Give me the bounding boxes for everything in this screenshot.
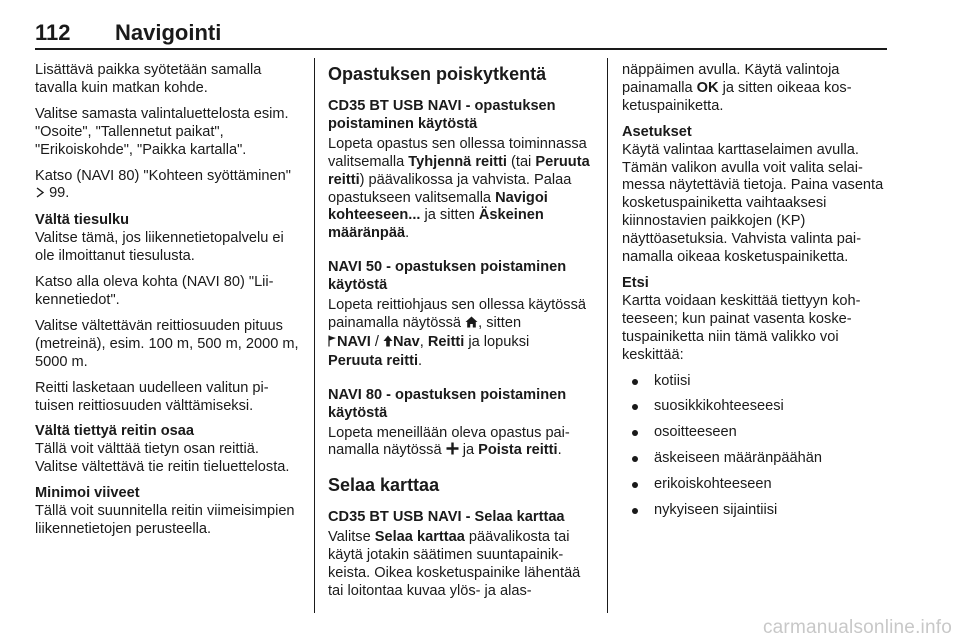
text: näppäimen avulla. Käytä valintoja painamalla — [622, 62, 840, 96]
text: . — [418, 352, 423, 369]
term: Nav — [392, 333, 420, 350]
text: . — [557, 442, 562, 459]
home-icon — [465, 316, 478, 334]
subheading: Etsi — [622, 274, 649, 291]
text: ) päävalikossa ja vahvista. Palaa opastukseen valitsemalla — [328, 171, 572, 206]
paragraph: Käytä valintaa karttaselaimen avulla. Tämän valikon avulla voit valita selaimessa näytettäviä tietoja. Paina vasenta kosketuspainiketta vaihtaaksesi kiinnostavien paikkojen (KP) näyttöasetuksia. Vahvista valinta painamalla oikeaa kosketuspainiketta. — [622, 141, 884, 266]
heading-cd35-browse: CD35 BT USB NAVI - Selaa karttaa — [328, 509, 565, 526]
list-item-text: kotiisi — [654, 372, 691, 389]
term: Tyhjennä reitti — [408, 153, 507, 170]
list-item — [622, 476, 890, 494]
term: OK — [696, 79, 719, 96]
bullet-list — [622, 373, 890, 520]
paragraph: Valitse samasta valintaluettelosta esim. "Osoite", "Tallennetut paikat", "Erikoiskohde", "Paikka kartalla". — [35, 105, 289, 158]
text: / — [370, 333, 383, 350]
text: . — [405, 225, 410, 242]
column-2 — [328, 62, 596, 609]
bullet-icon — [632, 379, 638, 385]
list-item — [622, 373, 890, 391]
paragraph: Valitse vältettävän reittiosuuden pituus (metreinä), esim. 100 m, 500 m, 2000 m, 5000 m. — [35, 317, 299, 370]
paragraph: Reitti lasketaan uudelleen valitun pituisen reittiosuuden välttämiseksi. — [35, 379, 269, 414]
list-item — [622, 398, 890, 416]
section-search — [622, 275, 890, 365]
list-item — [622, 502, 890, 520]
paragraph: Tällä voit välttää tietyn osan reittiä. Valitse vältettävä tie reitin tieluettelosta. — [35, 441, 290, 476]
text: ja sitten oikeaa kosketuspainiketta. — [622, 79, 852, 114]
subheading: Vältä tiettyä reitin osaa — [35, 423, 194, 440]
page-reference-arrow-icon — [35, 186, 45, 204]
paragraph: Tällä voit suunnitella reitin viimeisimpien liikennetietojen perusteella. — [35, 503, 295, 537]
header-rule — [35, 48, 887, 50]
text: ja — [458, 442, 479, 459]
paragraph — [328, 529, 596, 601]
term: Äskeinen määränpää — [328, 207, 544, 242]
text: (tai — [506, 153, 536, 170]
paragraph — [328, 297, 596, 371]
list-item-text: osoitteeseen — [654, 424, 737, 441]
plus-icon — [446, 442, 459, 461]
text: Lopeta reittiohjaus sen ollessa käytössä painamalla näytössä — [328, 297, 586, 331]
text: päävalikosta tai käytä jotakin säätimen suuntapainikkeista. Oikea kosketuspainike lähentää tai loitontaa kuvaa ylös- ja alas- — [328, 529, 581, 599]
text: Valitse — [328, 529, 375, 546]
list-item — [622, 424, 890, 442]
page-number: 112 — [35, 20, 71, 45]
bullet-icon — [632, 508, 638, 514]
subheading: Minimoi viiveet — [35, 485, 140, 502]
column-3 — [622, 62, 890, 528]
term: Selaa karttaa — [374, 529, 465, 546]
nav-arrow-icon — [383, 335, 393, 353]
term: Peruuta reitti — [328, 153, 590, 188]
paragraph — [35, 168, 300, 205]
section-minimize-delays — [35, 485, 300, 539]
paragraph: Valitse tämä, jos liikennetietopalvelu ei ole ilmoittanut tiesulusta. — [35, 230, 284, 265]
paragraph — [622, 62, 890, 116]
bullet-icon — [632, 404, 638, 410]
subheading: Asetukset — [622, 123, 692, 140]
watermark: carmanualsonline.info — [762, 617, 952, 638]
list-item — [622, 450, 890, 468]
text: , sitten — [478, 314, 522, 331]
text: Lopeta meneillään oleva opastus painamalla näytössä — [328, 424, 570, 459]
column-1 — [35, 62, 300, 539]
paragraph — [328, 425, 596, 462]
paragraph: Katso alla oleva kohta (NAVI 80) "Liikennetiedot". — [35, 274, 274, 308]
term: NAVI — [337, 333, 371, 350]
list-item-text: suosikkikohteeseesi — [654, 398, 784, 415]
heading-cd35: CD35 BT USB NAVI - opastuksen poistaminen käytöstä — [328, 98, 556, 132]
paragraph — [328, 136, 596, 243]
list-item-text: nykyiseen sijaintiisi — [654, 502, 778, 519]
bullet-icon — [632, 482, 638, 488]
subheading: Vältä tiesulku — [35, 212, 130, 229]
term: Navigoi kohteeseen... — [328, 189, 548, 224]
text: ja lopuksi — [464, 333, 530, 350]
bullet-icon — [632, 456, 638, 462]
heading-navi50: NAVI 50 - opastuksen poistaminen käytöstä — [328, 259, 567, 294]
navi-flag-icon — [328, 335, 337, 353]
paragraph-text: Katso (NAVI 80) "Kohteen syöttäminen" — [35, 167, 291, 184]
heading-navi80: NAVI 80 - opastuksen poistaminen käytöstä — [328, 386, 567, 421]
section-avoid-roadblock — [35, 212, 300, 266]
section-avoid-route-part — [35, 423, 300, 477]
term: Reitti — [427, 333, 465, 350]
list-item-text: erikoiskohteeseen — [654, 476, 772, 493]
list-item-text: äskeiseen määränpäähän — [654, 450, 822, 467]
text: Lopeta opastus sen ollessa toiminnassa valitsemalla — [328, 135, 587, 170]
text: ja sitten — [420, 207, 479, 224]
paragraph: Lisättävä paikka syötetään samalla tavalla kuin matkan kohde. — [35, 62, 262, 96]
heading-browse-map: Selaa karttaa — [328, 475, 440, 496]
heading-guidance-off: Opastuksen poiskytkentä — [328, 64, 547, 84]
page-reference: 99. — [49, 185, 70, 202]
section-settings — [622, 124, 890, 267]
term: Poista reitti — [478, 442, 558, 459]
column-divider — [314, 58, 315, 613]
page-header — [35, 6, 887, 50]
term: Peruuta reitti — [328, 352, 419, 369]
bullet-icon — [632, 430, 638, 436]
text: , — [419, 333, 428, 350]
paragraph: Kartta voidaan keskittää tiettyyn kohteeseen; kun painat vasenta kosketuspainiketta niin tämä valikko voi keskittää: — [622, 292, 861, 363]
section-title: Navigointi — [115, 20, 222, 45]
column-divider — [607, 58, 608, 613]
